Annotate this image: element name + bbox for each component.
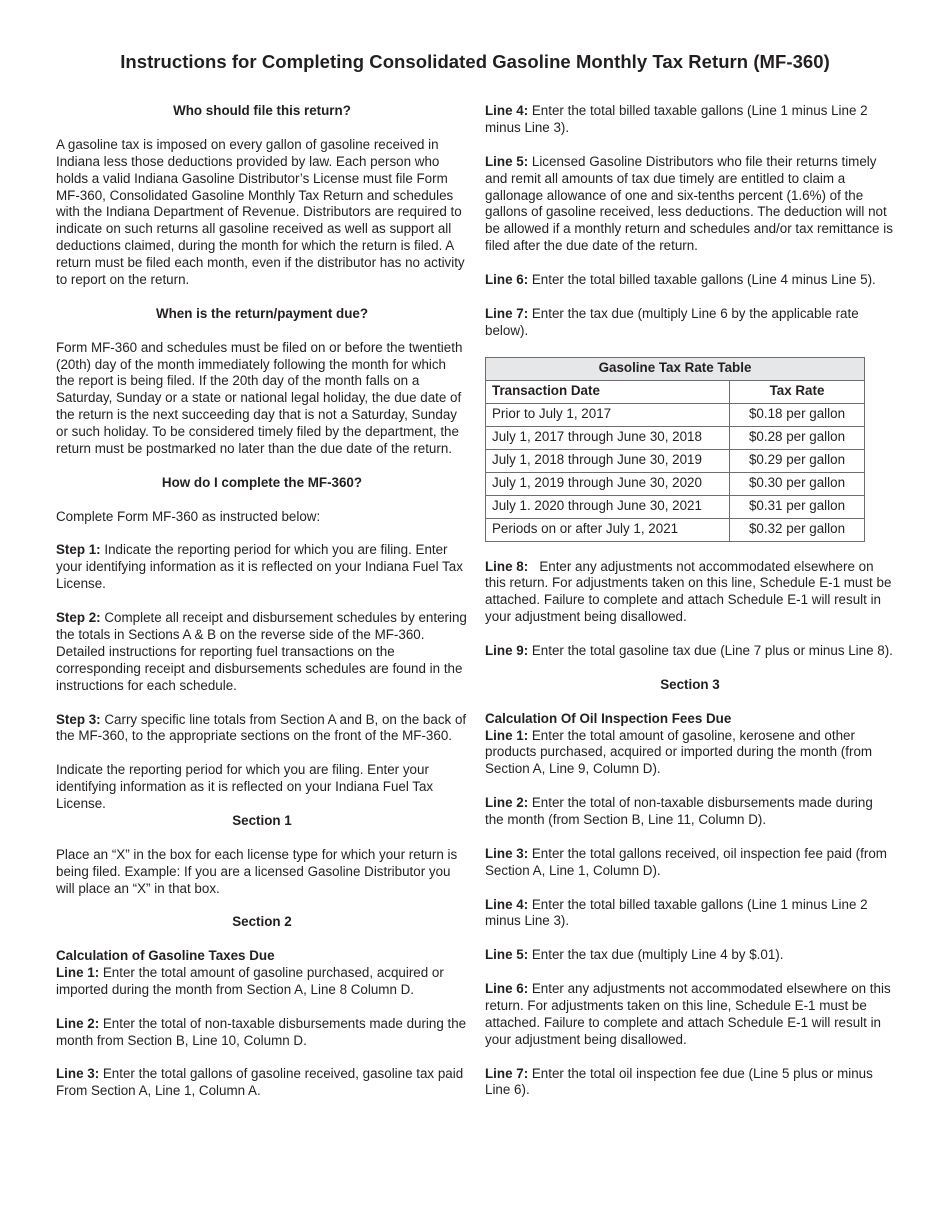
s2-line-8-text: Enter any adjustments not accommodated elsewhere on this return. For adjustments taken on this line, Schedule E-1 must be attached. Failure to complete and attach Schedule E-1 will result in your adjustment being disallowed. [485, 558, 896, 625]
s3-line-4-text: Enter the total billed taxable gallons (Line 1 minus Line 2 minus Line 3). [485, 896, 868, 929]
step-2-text: Complete all receipt and disbursement schedules by entering the totals in Sections A & B on the reverse side of the MF-360. Detailed instructions for reporting fuel transactions on the corresponding receipt and disbursements schedules are found in the instructions for each schedule. [56, 610, 467, 693]
s2-line-3 [56, 1066, 468, 1100]
s2-line-5-label: Line 5: [485, 153, 529, 169]
indicate-paragraph: Indicate the reporting period for which you are filing. Enter your identifying information as it is reflected on your Indiana Fuel Tax License. [56, 762, 434, 812]
table-caption-row [486, 357, 865, 380]
transaction-date-cell: July 1. 2020 through June 30, 2021 [486, 495, 730, 518]
s3-line-6-text: Enter any adjustments not accommodated elsewhere on this return. For adjustments taken on this line, Schedule E-1 must be attached. Failure to complete and attach Schedule E-1 will result in your adjustment being disallowed. [485, 981, 891, 1047]
s2-line-9 [485, 643, 895, 660]
right-column [485, 103, 895, 1099]
s3-line-1-label: Line 1: [485, 727, 529, 743]
when-paragraph: Form MF-360 and schedules must be filed on or before the twentieth (20th) day of the month immediately following the month for which the report is being filed. If the 20th day of the month falls on a Saturday, Sunday or a state or national legal holiday, the due date of the return is the next succeeding day that is not a Saturday, Sunday or such holiday. To be considered timely filed by the department, the return must be postmarked no later than the due date of the return. [56, 339, 463, 457]
s2-line-2-label: Line 2: [56, 1015, 100, 1031]
s3-line-6-label: Line 6: [485, 981, 529, 997]
transaction-date-cell: Prior to July 1, 2017 [486, 403, 730, 426]
s2-line-5 [485, 154, 895, 255]
s3-line-2 [485, 795, 895, 829]
s3-line-3-label: Line 3: [485, 845, 529, 861]
step-1 [56, 542, 468, 593]
s2-line-9-label: Line 9: [485, 643, 529, 659]
s3-line-4 [485, 897, 895, 931]
s3-line-5 [485, 947, 895, 964]
page-title: Instructions for Completing Consolidated Gasoline Monthly Tax Return (MF-360) [120, 51, 830, 72]
section-1-paragraph: Place an “X” in the box for each license type for which your return is being filed. Example: If you are a licensed Gasoline Distributor you will place an “X” in that box. [56, 846, 458, 896]
s2-line-4-text: Enter the total billed taxable gallons (Line 1 minus Line 2 minus Line 3). [485, 103, 868, 135]
who-heading: Who should file this return? [173, 103, 351, 118]
s2-line-1 [56, 965, 468, 999]
table-caption: Gasoline Tax Rate Table [486, 357, 865, 380]
s2-line-6 [485, 272, 895, 289]
how-intro: Complete Form MF-360 as instructed below: [56, 508, 321, 524]
table-row [486, 518, 865, 541]
s2-line-6-label: Line 6: [485, 272, 529, 288]
section-2-heading: Section 2 [232, 914, 292, 930]
step-2-label: Step 2: [56, 610, 101, 626]
s3-line-1 [485, 728, 895, 779]
s3-line-6 [485, 981, 895, 1049]
s2-line-3-label: Line 3: [56, 1066, 100, 1082]
s3-line-5-label: Line 5: [485, 947, 529, 963]
transaction-date-cell: July 1, 2019 through June 30, 2020 [486, 472, 730, 495]
table-row [486, 403, 865, 426]
table-row [486, 426, 865, 449]
section-3-subhead: Calculation Of Oil Inspection Fees Due [485, 710, 732, 726]
when-heading: When is the return/payment due? [155, 305, 369, 321]
s3-line-3 [485, 846, 895, 880]
step-3-label: Step 3: [56, 711, 101, 727]
s2-line-7-text: Enter the tax due (multiply Line 6 by the applicable rate below). [485, 305, 859, 338]
step-2 [56, 610, 468, 695]
s3-line-4-label: Line 4: [485, 896, 529, 912]
s2-line-1-label: Line 1: [56, 965, 100, 981]
transaction-date-cell: July 1, 2017 through June 30, 2018 [486, 426, 730, 449]
s2-line-8-label: Line 8: [485, 558, 529, 574]
tax-rate-cell: $0.30 per gallon [730, 472, 865, 495]
section-3-heading: Section 3 [660, 676, 720, 692]
section-1-heading: Section 1 [232, 812, 292, 828]
how-heading: How do I complete the MF-360? [161, 474, 363, 490]
s2-line-6-text: Enter the total billed taxable gallons (Line 4 minus Line 5). [528, 272, 876, 288]
step-3-text: Carry specific line totals from Section A and B, on the back of the MF-360, to the appropriate sections on the front of the MF-360. [56, 711, 467, 744]
table-row [486, 472, 865, 495]
s2-line-3-text: Enter the total gallons of gasoline received, gasoline tax paid From Section A, Line 1, Column A. [56, 1066, 464, 1099]
who-paragraph: A gasoline tax is imposed on every gallon of gasoline received in Indiana less those deductions provided by law. Each person who holds a valid Indiana Gasoline Distributor’s License must file Form MF-360, Consolidated Gasoline Monthly Tax Return and schedules with the Indiana Department of Revenue. Distributors are required to indicate on such returns all gasoline received as well as support all deductions claimed, during the month for which the return is filed. A return must be filed each month, even if the distributor has no activity to report on the return. [56, 136, 465, 288]
left-column [56, 103, 468, 1100]
tax-rate-cell: $0.29 per gallon [730, 449, 865, 472]
step-1-text: Indicate the reporting period for which you are filing. Enter your identifying information as it is reflected on your Indiana Fuel Tax License. [56, 542, 463, 592]
s3-line-7 [485, 1066, 895, 1100]
tax-rate-cell: $0.18 per gallon [730, 403, 865, 426]
s2-line-8 [485, 559, 895, 627]
s2-line-7 [485, 306, 895, 340]
section-2-subhead: Calculation of Gasoline Taxes Due [56, 948, 275, 964]
tax-rate-cell: $0.32 per gallon [730, 518, 865, 541]
s3-line-1-text: Enter the total amount of gasoline, kerosene and other products purchased, acquired or imported during the month (from Section A, Line 9, Column D). [485, 727, 873, 777]
gasoline-tax-rate-table [485, 357, 865, 542]
column-header-transaction-date: Transaction Date [486, 380, 730, 403]
table-row [486, 449, 865, 472]
s3-line-7-text: Enter the total oil inspection fee due (Line 5 plus or minus Line 6). [485, 1065, 873, 1098]
s3-line-5-text: Enter the tax due (multiply Line 4 by $.01). [528, 947, 784, 963]
s2-line-7-label: Line 7: [485, 305, 529, 321]
transaction-date-cell: Periods on or after July 1, 2021 [486, 518, 730, 541]
table-header-row [486, 380, 865, 403]
step-3 [56, 712, 468, 746]
s2-line-4-label: Line 4: [485, 103, 529, 118]
s3-line-7-label: Line 7: [485, 1065, 529, 1081]
transaction-date-cell: July 1, 2018 through June 30, 2019 [486, 449, 730, 472]
tax-rate-cell: $0.31 per gallon [730, 495, 865, 518]
s3-line-3-text: Enter the total gallons received, oil inspection fee paid (from Section A, Line 1, Column D). [485, 845, 887, 878]
table-row [486, 495, 865, 518]
column-header-tax-rate: Tax Rate [730, 380, 865, 403]
s2-line-2-text: Enter the total of non-taxable disbursements made during the month from Section B, Line 10, Column D. [56, 1015, 467, 1048]
s2-line-5-text: Licensed Gasoline Distributors who file their returns timely and remit all amounts of tax due timely are entitled to claim a gallonage allowance of one and six-tenths percent (1.6%) of the gallons of gasoline received, less deductions. The deduction will not be allowed if a monthly return and schedules and/or tax remittance is filed after the due date of the return. [485, 153, 893, 254]
s3-line-2-label: Line 2: [485, 795, 529, 811]
tax-rate-cell: $0.28 per gallon [730, 426, 865, 449]
s2-line-1-text: Enter the total amount of gasoline purchased, acquired or imported during the month from Section A, Line 8 Column D. [56, 965, 444, 997]
step-1-label: Step 1: [56, 542, 101, 558]
s2-line-9-text: Enter the total gasoline tax due (Line 7 plus or minus Line 8). [528, 643, 893, 659]
s2-line-4 [485, 103, 895, 137]
s2-line-2 [56, 1016, 468, 1050]
s3-line-2-text: Enter the total of non-taxable disbursements made during the month (from Section B, Line 11, Column D). [485, 795, 873, 828]
